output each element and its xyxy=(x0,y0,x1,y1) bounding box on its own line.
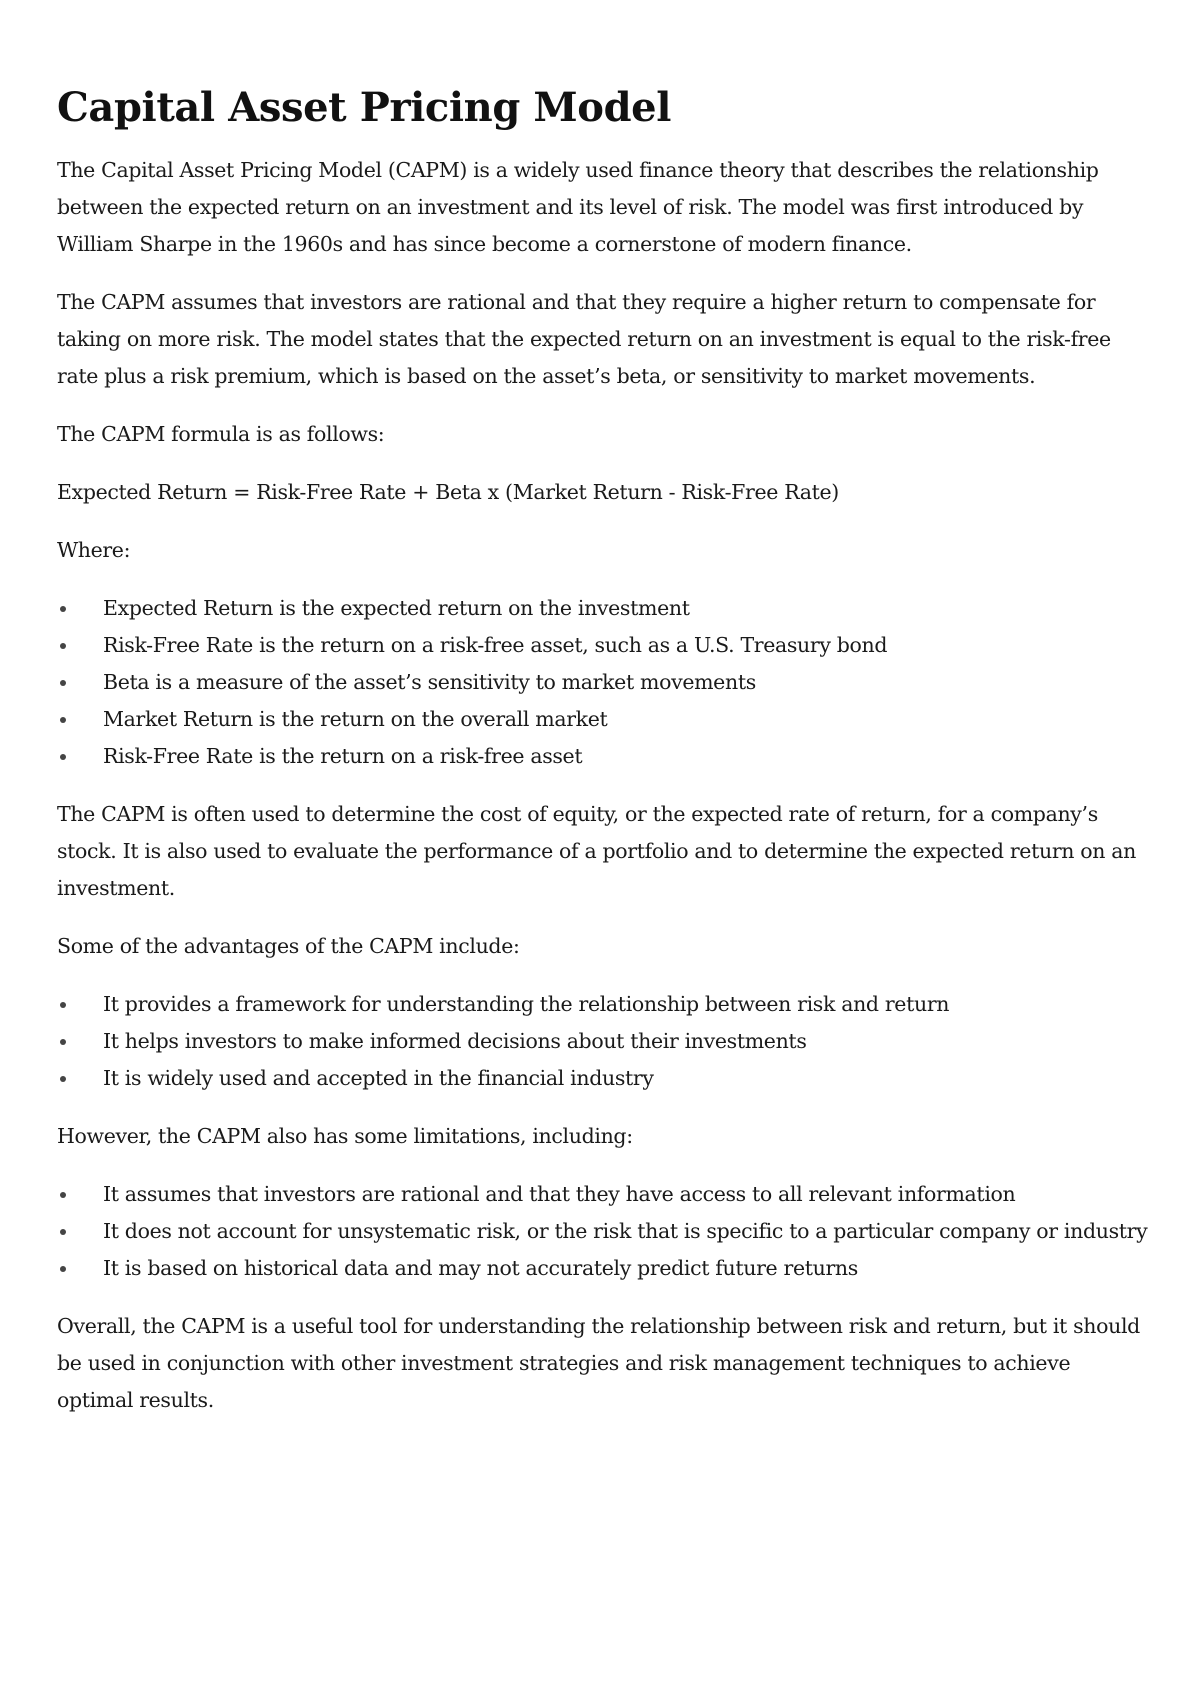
list-item xyxy=(57,1023,1140,1060)
limitations-intro-paragraph: However, the CAPM also has some limitations, including: xyxy=(57,1124,633,1148)
list-item-text: Risk-Free Rate is the return on a risk-free asset xyxy=(103,744,583,768)
list-item xyxy=(57,590,1140,627)
assumptions-paragraph: The CAPM assumes that investors are rational and that they require a higher return to compensate for taking on more risk. The model states that the expected return on an investment is equal to the risk-free rate plus a risk premium, which is based on the asset’s beta, or sensitivity to market movements. xyxy=(57,290,1111,388)
page-title: Capital Asset Pricing Model xyxy=(57,84,672,131)
conclusion-paragraph: Overall, the CAPM is a useful tool for understanding the relationship between risk and return, but it should be used in conjunction with other investment strategies and risk management techniques to achieve optimal results. xyxy=(57,1314,1140,1412)
list-item xyxy=(57,986,1140,1023)
list-item-text: It helps investors to make informed decisions about their investments xyxy=(103,1029,807,1053)
definitions-list xyxy=(57,590,1140,775)
list-item xyxy=(57,627,1140,664)
bullet-icon xyxy=(60,1229,66,1235)
uses-paragraph: The CAPM is often used to determine the cost of equity, or the expected rate of return, for a company’s stock. It is also used to evaluate the performance of a portfolio and to determine the expected return on an investment. xyxy=(57,802,1137,900)
bullet-icon xyxy=(60,680,66,686)
list-item xyxy=(57,664,1140,701)
list-item-text: Market Return is the return on the overall market xyxy=(103,707,608,731)
list-item-text: Risk-Free Rate is the return on a risk-free asset, such as a U.S. Treasury bond xyxy=(103,633,888,657)
list-item xyxy=(57,1250,1140,1287)
bullet-icon xyxy=(60,717,66,723)
list-item xyxy=(57,1213,1148,1250)
list-item-text: Beta is a measure of the asset’s sensitivity to market movements xyxy=(103,670,756,694)
bullet-icon xyxy=(60,1039,66,1045)
bullet-icon xyxy=(60,643,66,649)
list-item xyxy=(57,701,1140,738)
bullet-icon xyxy=(60,754,66,760)
advantages-list xyxy=(57,986,1140,1097)
list-item xyxy=(57,1060,1140,1097)
advantages-intro-paragraph: Some of the advantages of the CAPM include: xyxy=(57,934,520,958)
where-paragraph: Where: xyxy=(57,538,131,562)
formula-intro-paragraph: The CAPM formula is as follows: xyxy=(57,422,385,446)
list-item-text: It assumes that investors are rational and that they have access to all relevant information xyxy=(103,1182,1016,1206)
list-item-text: It is widely used and accepted in the financial industry xyxy=(103,1066,654,1090)
list-item xyxy=(57,1176,1140,1213)
list-item xyxy=(57,738,1140,775)
bullet-icon xyxy=(60,1076,66,1082)
bullet-icon xyxy=(60,1192,66,1198)
bullet-icon xyxy=(60,1002,66,1008)
list-item-text: Expected Return is the expected return on the investment xyxy=(103,596,690,620)
list-item-text: It does not account for unsystematic risk, or the risk that is specific to a particular company or industry xyxy=(103,1219,1148,1243)
limitations-list xyxy=(57,1176,1148,1287)
intro-paragraph: The Capital Asset Pricing Model (CAPM) is a widely used finance theory that describes the relationship between the expected return on an investment and its level of risk. The model was first introduced by William Sharpe in the 1960s and has since become a cornerstone of modern finance. xyxy=(57,158,1099,256)
bullet-icon xyxy=(60,606,66,612)
formula-paragraph: Expected Return = Risk-Free Rate + Beta x (Market Return - Risk-Free Rate) xyxy=(57,480,839,504)
bullet-icon xyxy=(60,1266,66,1272)
list-item-text: It provides a framework for understanding the relationship between risk and return xyxy=(103,992,950,1016)
list-item-text: It is based on historical data and may not accurately predict future returns xyxy=(103,1256,858,1280)
